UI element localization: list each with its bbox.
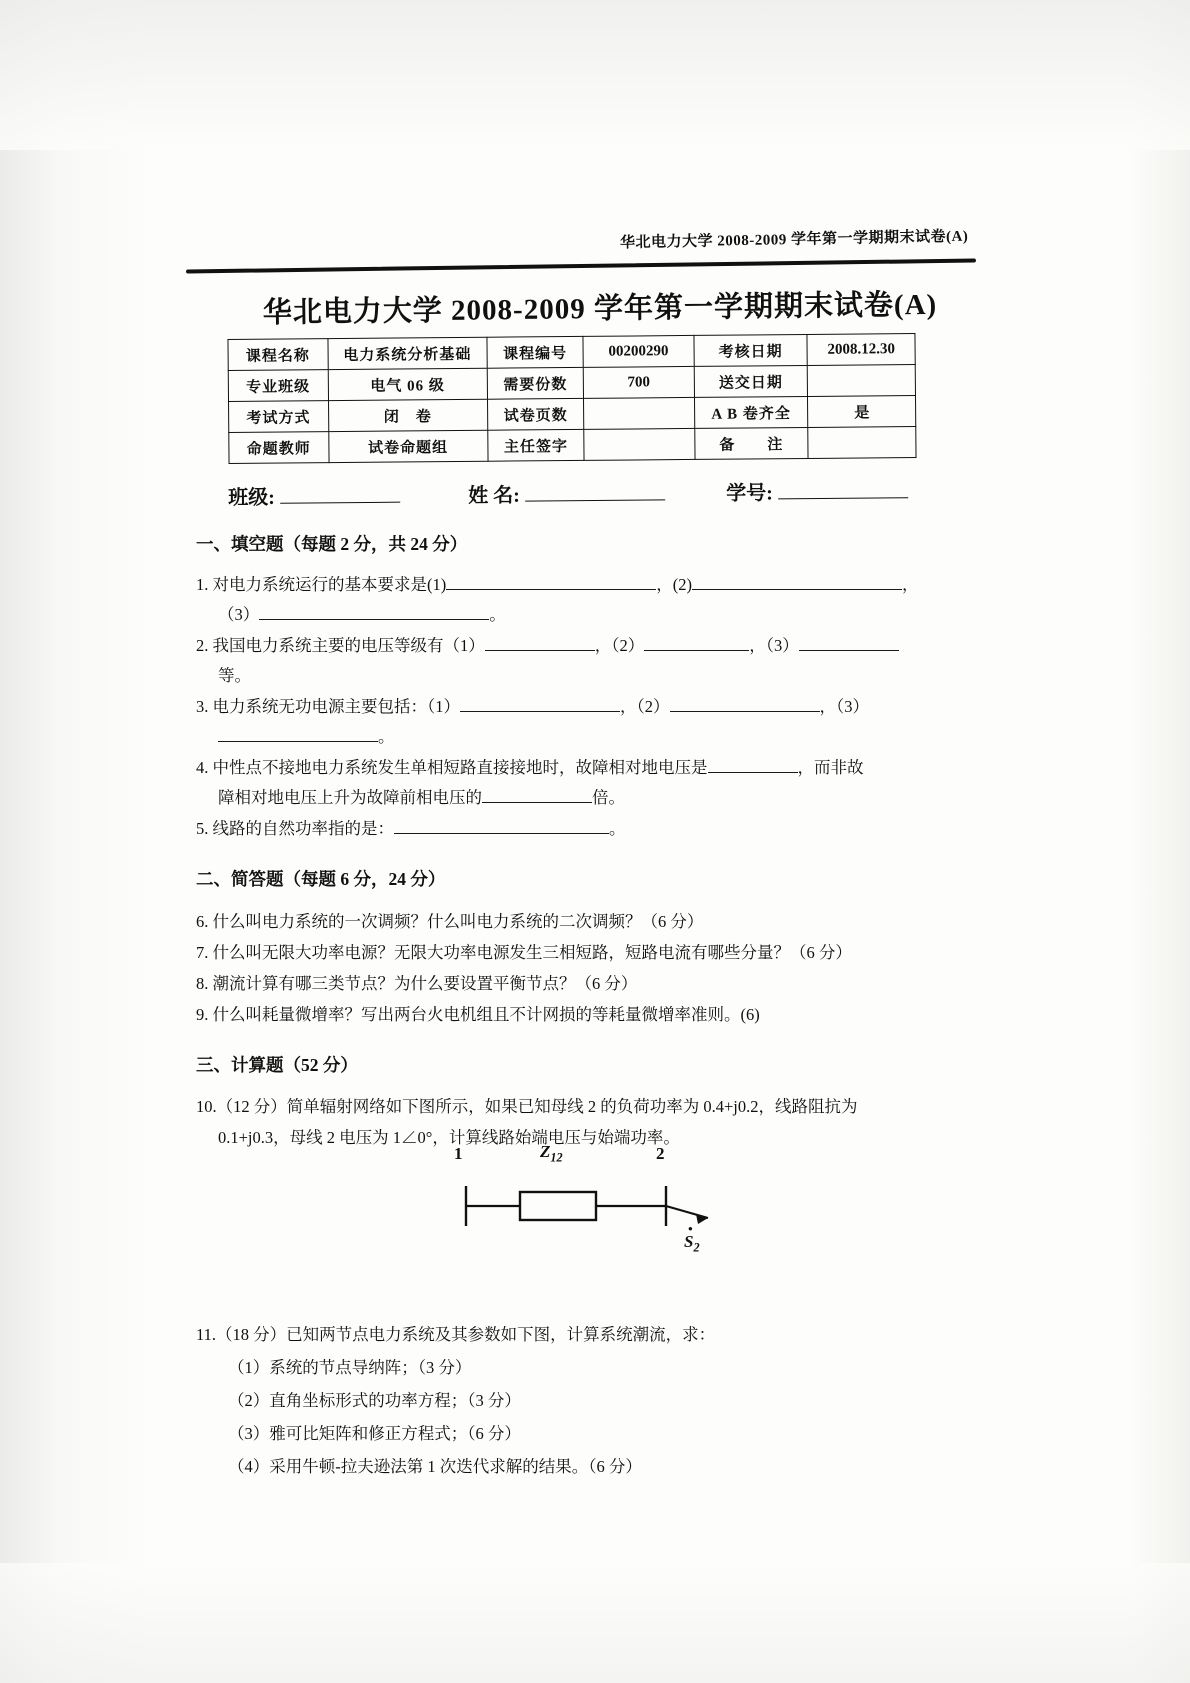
cell-value [808, 427, 916, 459]
question-1-line-2 [196, 602, 996, 628]
power-symbol: • S [684, 1221, 694, 1251]
q1-text-b: ，(2) [656, 575, 692, 594]
power-subscript: 2 [693, 1240, 700, 1255]
question-3-line-2 [196, 724, 996, 750]
page-title: 华北电力大学 2008-2009 学年第一学期期末试卷(A) [262, 288, 938, 330]
exam-info-table [227, 333, 916, 464]
header-rule [186, 258, 976, 273]
q4-text-b: ，而非故 [797, 758, 864, 777]
figure-node-1-label: 1 [454, 1144, 463, 1163]
table-row [229, 427, 916, 464]
cell-label: A B 卷齐全 [694, 396, 808, 428]
cell-value: 电力系统分析基础 [327, 337, 487, 369]
q4-text-a: 4. 中性点不接地电力系统发生单相短路直接接地时，故障相对地电压是 [196, 758, 708, 777]
impedance-subscript: 12 [550, 1150, 563, 1165]
name-blank[interactable] [525, 479, 665, 501]
student-id-blank[interactable] [778, 477, 908, 499]
name-label: 姓 名: [468, 484, 520, 508]
question-2-line-2 [196, 663, 996, 689]
cell-value: 电气 06 级 [328, 368, 488, 400]
q3-text-c: ，（3） [819, 697, 869, 716]
q2-blank-2[interactable] [644, 634, 749, 651]
q4-blank-2[interactable] [482, 786, 592, 803]
q4-text-d: 倍。 [592, 788, 625, 807]
cell-value: 700 [583, 366, 694, 398]
q3-text-a: 3. 电力系统无功电源主要包括：（1） [196, 697, 460, 716]
question-6: 6. 什么叫电力系统的一次调频？什么叫电力系统的二次调频？（6 分） [196, 912, 704, 931]
cell-label: 主任签字 [488, 429, 584, 461]
cell-label: 考核日期 [694, 334, 808, 366]
student-id-field [726, 475, 908, 506]
cell-value: 00200290 [583, 335, 694, 367]
q1-text-d: （3） [218, 605, 260, 624]
scan-shadow-top [0, 0, 1190, 150]
q3-blank-3[interactable] [218, 725, 378, 742]
question-8: 8. 潮流计算有哪三类节点？为什么要设置平衡节点？（6 分） [196, 974, 638, 993]
q1-text-c: ， [902, 575, 919, 594]
power-dot: • [688, 1221, 693, 1236]
q5-text-a: 5. 线路的自然功率指的是： [196, 819, 394, 838]
question-11-line-4: （3）雅可比矩阵和修正方程式；（6 分） [228, 1424, 521, 1443]
q2-text-d: 等。 [218, 666, 251, 685]
question-11-line-2: （1）系统的节点导纳阵；（3 分） [228, 1358, 472, 1377]
class-field [228, 480, 400, 510]
cell-label: 命题教师 [229, 432, 329, 464]
section-title-fill-in-blanks: 一、填空题（每题 2 分，共 24 分） [196, 534, 468, 554]
cell-label: 试卷页数 [487, 398, 583, 430]
question-10-line-1: 10.（12 分）简单辐射网络如下图所示，如果已知母线 2 的负荷功率为 0.4+j0.2，线路阻抗为 [196, 1097, 858, 1116]
q4-blank-1[interactable] [708, 756, 798, 773]
cell-label: 备 注 [694, 427, 808, 459]
scan-shadow-left [0, 0, 150, 1683]
student-id-label: 学号: [726, 482, 773, 505]
question-10-line-2: 0.1+j0.3，母线 2 电压为 1∠0°，计算线路始端电压与始端功率。 [218, 1128, 680, 1147]
cell-value [808, 365, 916, 397]
q3-text-b: ，（2） [620, 697, 670, 716]
cell-value: 试卷命题组 [328, 430, 488, 462]
figure-node-2-label: 2 [656, 1144, 665, 1163]
name-field [468, 477, 665, 508]
class-label: 班级: [228, 486, 275, 510]
question-2-line-1 [196, 633, 996, 659]
q4-text-c: 障相对地电压上升为故障前相电压的 [218, 788, 482, 807]
question-5 [196, 816, 996, 842]
q5-text-b: 。 [609, 819, 626, 838]
cell-value: 是 [808, 396, 916, 428]
cell-value [584, 397, 695, 429]
class-blank[interactable] [280, 482, 400, 504]
question-11-line-3: （2）直角坐标形式的功率方程；（3 分） [228, 1391, 521, 1410]
scan-shadow-right [1130, 0, 1190, 1683]
cell-label: 考试方式 [229, 401, 329, 433]
question-11-line-1: 11.（18 分）已知两节点电力系统及其参数如下图，计算系统潮流，求： [196, 1325, 716, 1344]
impedance-symbol: Z [540, 1142, 551, 1161]
figure-impedance-label [540, 1142, 563, 1165]
student-info-row [228, 475, 958, 510]
cell-label: 课程编号 [487, 336, 583, 368]
q2-blank-3[interactable] [799, 634, 899, 651]
q1-text-a: 1. 对电力系统运行的基本要求是(1) [196, 575, 447, 594]
q3-text-d: 。 [378, 727, 395, 746]
question-4-line-2 [196, 785, 996, 811]
question-1-line-1 [196, 572, 996, 598]
cell-label: 送交日期 [694, 365, 808, 397]
cell-value: 闭 卷 [328, 399, 488, 431]
cell-value: 2008.12.30 [807, 334, 915, 366]
q5-blank-1[interactable] [394, 817, 609, 834]
q2-text-a: 2. 我国电力系统主要的电压等级有（1） [196, 636, 485, 655]
q2-text-c: ，（3） [749, 636, 799, 655]
cell-label: 专业班级 [228, 370, 328, 402]
circuit-svg [450, 1170, 720, 1280]
q2-text-b: ，（2） [594, 636, 645, 655]
q2-blank-1[interactable] [485, 634, 595, 651]
q3-blank-2[interactable] [670, 695, 820, 712]
question-3-line-1 [196, 694, 996, 720]
scan-shadow-bottom [0, 1563, 1190, 1683]
running-head: 华北电力大学 2008-2009 学年第一学期期末试卷(A) [619, 228, 969, 252]
q1-blank-2[interactable] [692, 573, 902, 590]
circuit-diagram [450, 1142, 720, 1280]
section-title-short-answer: 二、简答题（每题 6 分，24 分） [196, 869, 446, 889]
question-4-line-1 [196, 755, 996, 781]
cell-label: 课程名称 [228, 339, 328, 371]
question-9: 9. 什么叫耗量微增率？写出两台火电机组且不计网损的等耗量微增率准则。(6) [196, 1005, 760, 1024]
q1-text-e: 。 [489, 605, 506, 624]
question-11-line-5: （4）采用牛顿-拉夫逊法第 1 次迭代求解的结果。（6 分） [228, 1457, 642, 1476]
q3-blank-1[interactable] [460, 695, 620, 712]
figure-power-label [684, 1221, 700, 1255]
cell-label: 需要份数 [487, 367, 583, 399]
question-7: 7. 什么叫无限大功率电源？无限大功率电源发生三相短路，短路电流有哪些分量？（6 分） [196, 943, 852, 962]
cell-value [584, 428, 695, 460]
section-title-calculation: 三、计算题（52 分） [196, 1055, 358, 1075]
q1-blank-1[interactable] [446, 573, 656, 590]
q1-blank-3[interactable] [259, 603, 489, 620]
